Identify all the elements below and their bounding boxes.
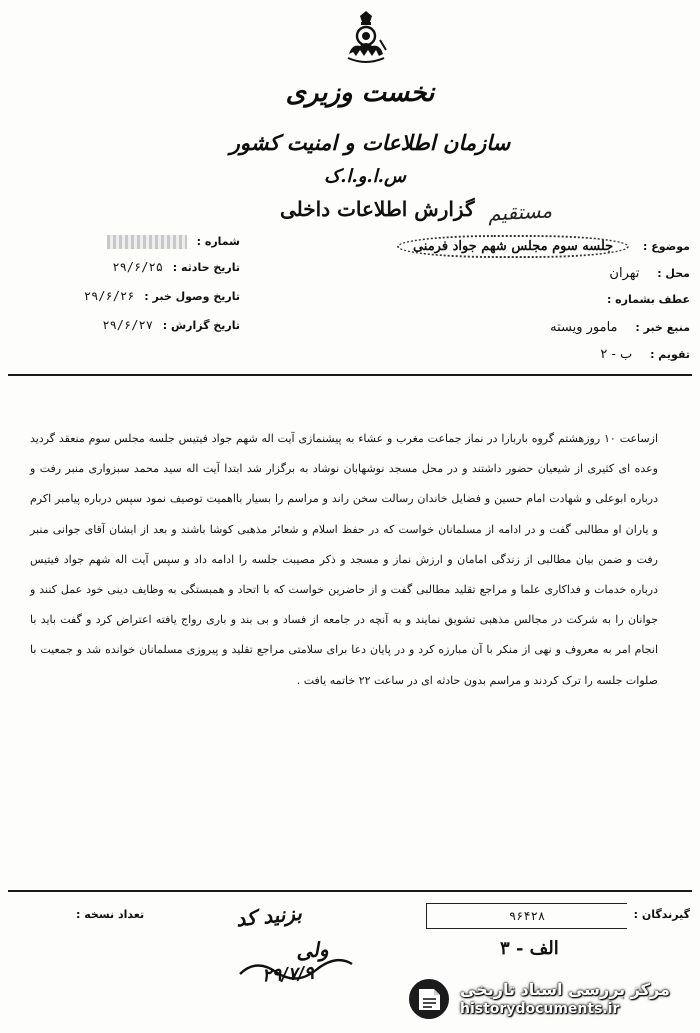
report-date-label: تاریخ گزارش : (162, 319, 240, 332)
subject-label: موضوع : (643, 240, 690, 253)
watermark-name: مرکز بررسی اسناد تاریخی (460, 980, 670, 999)
report-paragraph: ازساعت ۱۰ روزهشتم گروه باربارا در نماز جماعت مغرب و عشاء به پیشنمازی آیت اله شهم جواد فیتیس جلسه مجلس سوم منعقد گردید وعده ای کثیری از شیعیان حضور داشتند و در محل مسجد نوشهابان نوشاد به برگزار شد ابتدا آیت اله سید محمد سبزواری منبر رفت و درباره ابوعلی و شهادت امام حسین و فضایل خاندان رسالت سخن راند و مراسم را بسیار بااهمیت توصیف نمود سپس درباره پیامبر اکرم و یاران او مطالبی گفت و در ادامه از مسلمانان خواست که در حفظ اسلام و شعائر مذهبی کوشا باشند و بعد از ایشان آقای جوانی منبر رفت و ضمن بیان مطالبی از زندگی امامان و ارزش نماز و مسجد و ذکر مصیبت جلسه را ادامه داد و سپس آیت اله شهم جواد فیتیس درباره خدمات و فداکاری علما و مراجع تقلید مطالبی گفت و از حاضرین خواست که با اتحاد و همبستگی به وظایف دینی خود عمل کنند و جوانان را به شرکت در مجالس مذهبی تشویق نمایند و به آنچه در جامعه از فساد و بی بند و باری رواج یافته اعتراض کرد و گفت باید با انجام امر به معروف و نهی از منکر با آن مبارزه کرد و در پایان دعا برای سلامتی مراجع تقلید و پیروزی مسلمانان خوانده شد و جمعیت با صلوات جلسه را ترک کردند و مراسم بدون حادثه ای در ساعت ۲۲ خاتمه یافت . (30, 432, 659, 687)
copies-label: تعداد نسخه : (76, 908, 145, 921)
incident-date-value: ۲۹/۶/۲۵ (112, 260, 163, 274)
footer-divider (8, 890, 692, 892)
meta-reference (593, 292, 690, 307)
recipients-label: گیرندگان : (633, 908, 690, 921)
meta-source (550, 320, 690, 335)
footer-code: الف - ۳ (500, 938, 559, 959)
place-value: تهران (609, 266, 640, 281)
handwritten-note: بزنید کد (234, 900, 303, 932)
receipt-date-label: تاریخ وصول خبر : (144, 290, 240, 303)
lion-and-sun-emblem-icon (344, 10, 388, 68)
assessment-label: تقویم : (650, 348, 690, 361)
meta-subject (397, 235, 690, 258)
place-label: محل : (657, 267, 690, 280)
subject-value: جلسه سوم مجلس شهم جواد فرمنی (397, 235, 629, 258)
header-divider (8, 374, 692, 376)
meta-number (4, 235, 240, 249)
meta-assessment (600, 347, 690, 362)
assessment-value: ب - ۲ (600, 347, 633, 362)
org-code: س.ا.و.ا.ک (324, 166, 406, 187)
classification-handwritten: مستقیم (487, 198, 553, 226)
report-type: گزارش اطلاعات داخلی (280, 197, 475, 221)
meta-report-date (4, 318, 240, 332)
report-body (30, 424, 658, 696)
source-label: منبع خبر : (635, 321, 690, 334)
handwritten-date: ۲۹/۷/۹ (261, 962, 315, 987)
source-value: مامور ویسته (550, 320, 618, 335)
report-date-value: ۲۹/۶/۲۷ (102, 318, 153, 332)
incident-date-label: تاریخ حادثه : (172, 261, 240, 274)
org-title: نخست وزیری (285, 78, 435, 108)
meta-incident-date (4, 260, 240, 274)
org-subtitle: سازمان اطلاعات و امنیت کشور (229, 130, 511, 155)
number-redacted (107, 235, 187, 249)
meta-place (609, 266, 690, 281)
receipt-date-value: ۲۹/۶/۲۶ (83, 289, 135, 303)
reference-label: عطف بشماره : (606, 293, 690, 306)
meta-receipt-date (4, 289, 240, 303)
watermark-url: historydocuments.ir (460, 1001, 620, 1017)
watermark (406, 970, 696, 1028)
document-logo-icon (406, 976, 452, 1022)
signature-stroke-icon (236, 954, 356, 984)
recipients-box: ۹۶۴۲۸ (426, 903, 627, 929)
handwritten-signature: ولی (295, 936, 330, 964)
number-label: شماره : (196, 235, 240, 248)
